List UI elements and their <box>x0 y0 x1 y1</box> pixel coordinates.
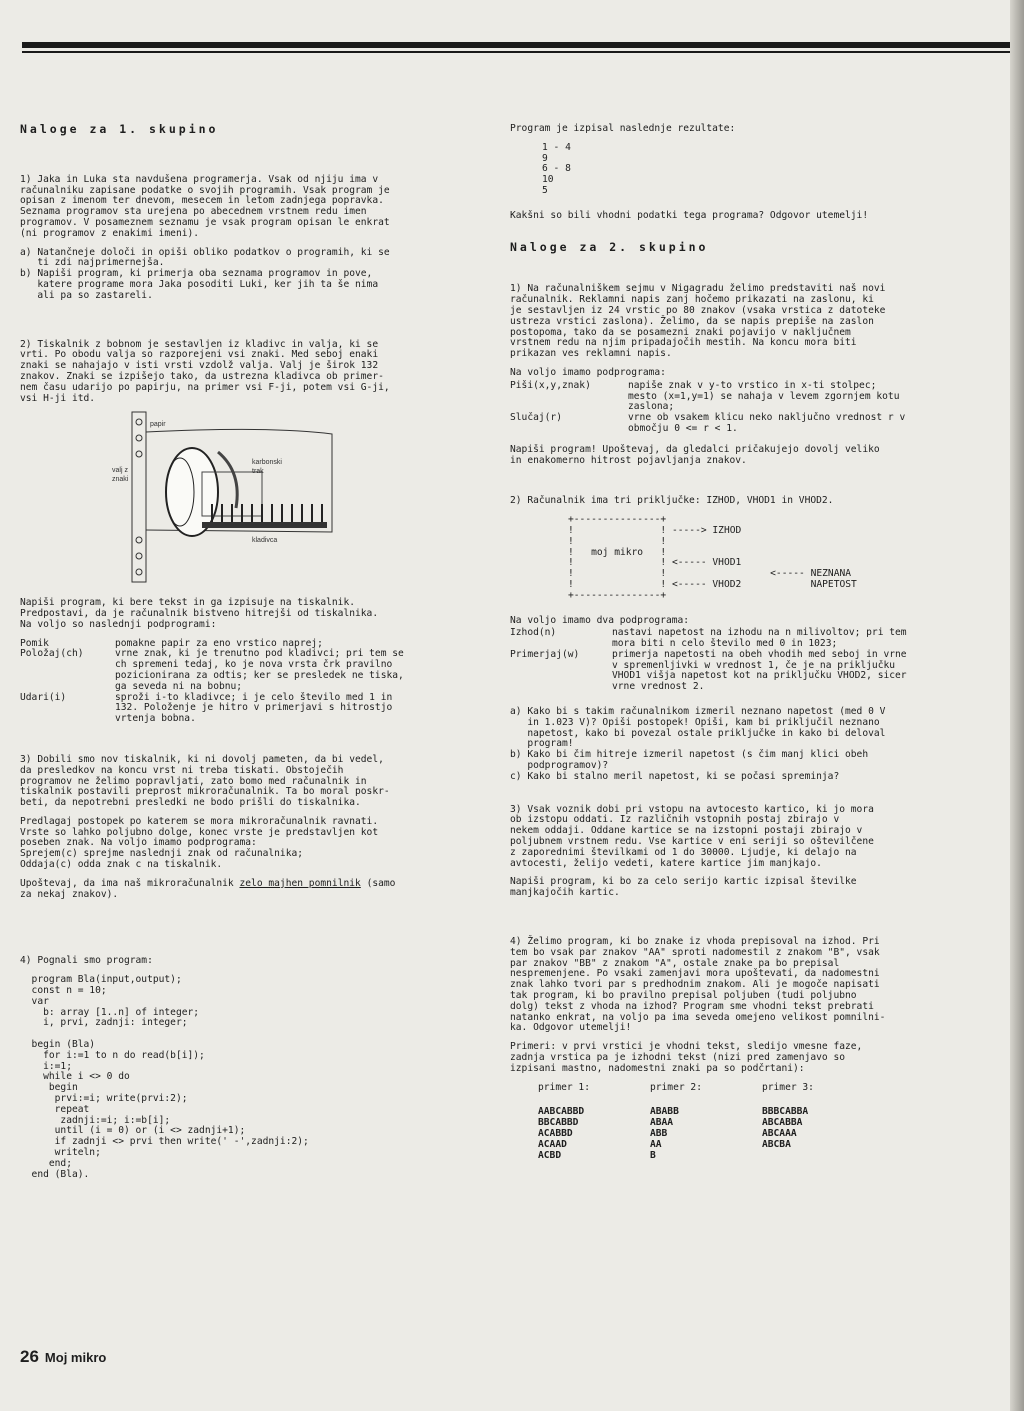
code-line: if zadnji <> prvi then write(' -',zadnji:2); <box>20 1136 309 1148</box>
task-2-1-subroutines-intro: Na voljo imamo podprograma: <box>510 366 666 378</box>
def-desc: napiše znak v y-to vrstico in x-ti stolpec; mesto (x=1,y=1) se nahaja v levem zgornjem kotu zaslona; <box>628 379 900 413</box>
label-paper: papir <box>150 421 166 429</box>
top-rule-thin <box>22 51 1012 53</box>
example-lines: AABCABBD BBCABBD ACABBD ACAAD ACBD <box>538 1106 585 1161</box>
def-term: Primerjaj(w) <box>510 648 580 660</box>
section-heading-group-2: Naloge za 2. skupino <box>510 239 709 254</box>
label-drum-2: znaki <box>112 476 129 484</box>
section-heading-group-1: Naloge za 1. skupino <box>20 122 219 136</box>
code-line: for i:=1 to n do read(b[i]); <box>20 1049 205 1061</box>
example-title: primer 2: <box>649 1081 702 1093</box>
def-desc: primerja napetosti na obeh vhodih med seboj in vrne v spremenljivki w vrednost 1, če je na priključku VHOD1 višja napetost kot na priključku VHOD2, sicer vrne vrednost 2. <box>612 648 907 693</box>
task-2-text: 2) Tiskalnik z bobnom je sestavljen iz kladivc in valja, ki se vrti. Po obodu valja so razporejeni vsi znaki. Med seboj enaki znaki se nahajajo v isti vrsti vzdolž valja. Valj je širok 132 znakov. Znaki se izpišejo tako, da ustrezna kladivca ob primer- nem času udarijo po papirju, na primer vsi F-ji, potem vsi G-ji, vsi H-ji itd. <box>20 338 390 404</box>
task-2-instruction: Napiši program, ki bere tekst in ga izpisuje na tiskalnik. Predpostavi, da je računalnik bistveno hitrejši od tiskalnika. Na voljo so naslednji podprogrami: <box>20 597 379 630</box>
code-line: until (i = 0) or (i <> zadnji+1); <box>20 1125 246 1137</box>
code-line: zadnji:=i; i:=b[i]; <box>20 1114 171 1126</box>
program-output: 1 - 4 9 6 - 8 10 5 <box>542 141 571 196</box>
example-lines: BBBCABBA ABCABBA ABCAAA ABCBA <box>761 1106 809 1150</box>
def-desc: pomakne papir za eno vrstico naprej; <box>115 637 323 649</box>
micro-ascii-diagram: +---------------+ ! ! -----> IZHOD ! ! ! moj mikro ! ! ! <----- VHOD1 ! ! <----- NEZNANA ! ! <----- VHOD2 NAPETOST +---------------+ <box>568 514 857 601</box>
task-4-text: 4) Pognali smo program: <box>20 955 153 967</box>
examples-row <box>538 1083 988 1162</box>
task-1-text: 1) Jaka in Luka sta navdušena programerja. Vsak od njiju ima v računalniku zapisane podatke o svojih programih. Vsak program je opisan z imenom ter dnevom, mesecem in letom zadnjega popravka. Seznama programov sta urejena po abecednem vrstnem redu imen programov. V posameznem seznamu je vsak program opisan le enkrat (ni programov z enakimi imeni). <box>20 173 390 239</box>
top-rule-thick <box>22 42 1012 48</box>
label-hammers: kladivca <box>252 537 278 545</box>
task-2-1-instruction: Napiši program! Upoštevaj, da gledalci pričakujejo dovolj veliko in enakomerno hitrost pojavljanja znakov. <box>510 443 880 466</box>
note-part-2: (samo za nekaj znakov). <box>20 877 396 900</box>
screen-subroutines <box>510 381 988 435</box>
def-desc: sproži i-to kladivce; i je celo število med 1 in 132. Položenje je hitro v primerjavi s hitrostjo vrtenja bobna. <box>115 691 393 725</box>
magazine-name: Moj mikro <box>44 1350 107 1365</box>
def-term: Udari(i) <box>20 691 67 703</box>
example-1 <box>538 1083 590 1162</box>
label-ribbon-2: trak <box>252 468 264 476</box>
task-2-1-text: 1) Na računalniškem sejmu v Nigagradu želimo predstaviti naš novi računalnik. Reklamni napis zanj hočemo prikazati na zaslonu, ki je sestavljen iz 24 vrstic po 80 znakov (vsaka vrstica z datoteke ustreza vrstici zaslona). Želimo, da se napis prepiše na zaslon postopoma, tako da se posamezni znaki pojavijo v naključnem vrstnem redu na njim pripadajočih mestih. Na koncu mora biti prikazan ves reklamni napis. <box>510 283 886 360</box>
task-2-4-text: 4) Želimo program, ki bo znake iz vhoda prepisoval na izhod. Pri tem bo vsak par znakov "AA" sproti nadomestil z znakom "B", vsak par znakov "BB" z znakom "A", ostale znake pa bo prepisal nespremenjene. Po vsaki zamenjavi mora upoštevati, da nadomestni znak lahko tvori par s predhodnim znakom. Ali je mogoče napisati tak program, ki bo pravilno prepisal poljuben (tudi poljubno dolg) tekst z vhoda na izhod? Program sme vhodni tekst prebrati natanko enkrat, na voljo pa ima seveda omejeno velikost pomnilni- ka. Odgovor utemelji! <box>510 936 886 1034</box>
page-number: 26 <box>20 1347 39 1366</box>
results-intro: Program je izpisal naslednje rezultate: <box>510 123 736 134</box>
def-term: Izhod(n) <box>510 627 557 639</box>
example-lines: ABABB ABAA ABB AA B <box>649 1106 679 1161</box>
code-line: var <box>20 995 49 1007</box>
def-desc: vrne znak, ki je trenutno pod kladivci; pri tem se ch spremeni tedaj, ko je nova vrsta črk pravilno pozicionirana za odtis; ker se presledek ne tiska, ga seveda ni na bobnu; <box>115 648 404 692</box>
example-title: primer 3: <box>761 1081 814 1093</box>
code-line: begin (Bla) <box>20 1039 96 1051</box>
code-line: end; <box>20 1157 72 1169</box>
task-3-text: 3) Dobili smo nov tiskalnik, ki ni dovolj pameten, da bi vedel, da presledkov na koncu vrst ni treba tiskati. Obstoječih programov ne želimo popravljati, zato bomo med računalnik in tiskalnik postavili preprost mikroračunalnik. Ta bo moral poskr- beti, da nepotrebni presledki ne bodo prišli do tiskalnika. <box>20 753 390 809</box>
page-footer <box>20 1347 106 1367</box>
task-2-3-text: 3) Vsak voznik dobi pri vstopu na avtocesto kartico, ki jo mora ob izstopu oddati. Iz različnih vstopnih postaj zbirajo v nekem oddaji. Oddane kartice se na izstopni postaji zbirajo v poljubnem vrstnem redu. Vse kartice v eni seriji so oštevilčene z zaporednimi številkami od 1 do 30000. Ljudje, ki delajo na avtocesti, želijo vedeti, katere kartice jim manjkajo. <box>510 803 874 869</box>
code-line: end (Bla). <box>20 1168 90 1180</box>
def-term: Položaj(ch) <box>20 648 84 660</box>
code-line: const n = 10; <box>20 985 107 997</box>
note-part-1: Upoštevaj, da ima naš mikroračunalnik <box>20 877 240 889</box>
code-line: writeln; <box>20 1147 101 1159</box>
example-3 <box>762 1083 814 1162</box>
right-column <box>510 124 988 1161</box>
label-ribbon: karbonski <box>252 459 282 467</box>
pascal-code-listing <box>20 975 490 1180</box>
code-line: repeat <box>20 1103 90 1115</box>
label-drum: valj z <box>112 467 128 475</box>
task-1-questions: a) Natančneje določi in opiši obliko podatkov o programih, ki se ti zdi najprimernejša. b) Napiši program, ki primerja oba seznama programov in pove, katere programe mora Jaka posoditi Luki, ker jih ta še nima ali pa so zastareli. <box>20 246 390 301</box>
note-underlined: zelo majhen pomnilnik <box>239 877 361 889</box>
task-2-2-subroutines-intro: Na voljo imamo dva podprograma: <box>510 614 690 626</box>
left-column <box>20 124 490 1180</box>
task-3-note <box>20 879 490 901</box>
def-desc: vrne ob vsakem klicu neko naključno vrednost r v območju 0 <= r < 1. <box>628 412 906 434</box>
example-2 <box>650 1083 702 1162</box>
def-term: Pomik <box>20 637 49 649</box>
code-line: i:=1; <box>20 1060 72 1072</box>
printer-subroutines <box>20 639 490 725</box>
task-2-4-examples-intro: Primeri: v prvi vrstici je vhodni tekst, sledijo vmesne faze, zadnja vrstica pa je izhodni tekst (nizi pred zamenjavo so izpisani mastno, nadomestni znaki pa so podčrtani): <box>510 1041 863 1074</box>
code-line: begin <box>20 1082 78 1094</box>
drum-printer-illustration <box>112 412 362 582</box>
def-desc: nastavi napetost na izhodu na n milivoltov; pri tem mora biti n celo število med 0 in 1023; <box>612 627 907 650</box>
results-question: Kakšni so bili vhodni podatki tega programa? Odgovor utemelji! <box>510 209 869 221</box>
code-line: program Bla(input,output); <box>20 974 182 986</box>
code-line: while i <> 0 do <box>20 1071 130 1083</box>
task-2-2-text: 2) Računalnik ima tri priključke: IZHOD, VHOD1 in VHOD2. <box>510 495 834 507</box>
page-edge-shadow <box>1010 0 1024 1411</box>
task-2-2-questions: a) Kako bi s takim računalnikom izmeril neznano napetost (med 0 V in 1.023 V)? Opiši postopek! Opiši, kam bi priključil neznano napetost, kako bi povezal ostale priključke in kako bi deloval program! b) Kako bi čim hitreje izmeril napetost (s čim manj klici obeh podprogramov)? c) Kako bi stalno meril napetost, ki se počasi spreminja? <box>510 706 886 782</box>
code-line: b: array [1..n] of integer; <box>20 1006 200 1018</box>
code-line: i, prvi, zadnji: integer; <box>20 1017 188 1029</box>
def-term: Slučaj(r) <box>510 412 562 424</box>
code-line: prvi:=i; write(prvi:2); <box>20 1093 188 1105</box>
task-2-3-instruction: Napiši program, ki bo za celo serijo kartic izpisal številke manjkajočih kartic. <box>510 876 857 899</box>
example-title: primer 1: <box>538 1081 590 1093</box>
voltage-subroutines <box>510 628 988 693</box>
task-3-instruction: Predlagaj postopek po katerem se mora mikroračunalnik ravnati. Vrste so lahko poljubno dolge, konec vrste je predstavljen kot poseben znak. Na voljo imamo podprograma: Sprejem(c) sprejme naslednji znak od računalnika; Oddaja(c) odda znak c na tiskalnik. <box>20 815 379 871</box>
drum-printer-diagram <box>112 412 490 586</box>
def-term: Piši(x,y,znak) <box>510 379 591 391</box>
